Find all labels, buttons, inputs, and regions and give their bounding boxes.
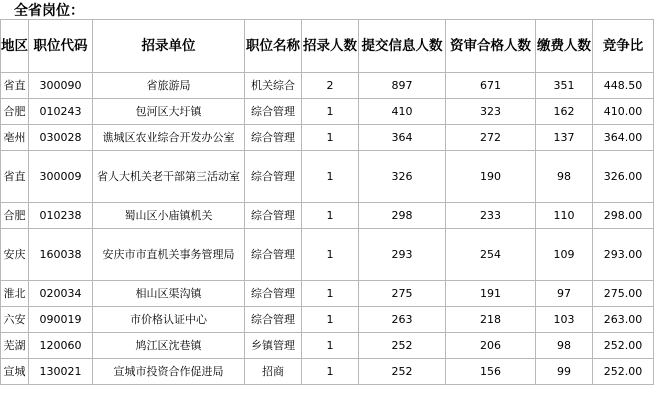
- cell-unit: 市价格认证中心: [93, 307, 245, 333]
- cell-quota: 1: [302, 359, 359, 385]
- cell-code: 130021: [29, 359, 93, 385]
- cell-unit: 安庆市市直机关事务管理局: [93, 229, 245, 281]
- cell-paid: 109: [536, 229, 593, 281]
- cell-unit: 宣城市投资合作促进局: [93, 359, 245, 385]
- cell-ratio: 252.00: [593, 359, 654, 385]
- cell-paid: 98: [536, 333, 593, 359]
- cell-ratio: 326.00: [593, 151, 654, 203]
- header-unit: 招录单位: [93, 20, 245, 73]
- header-code: 职位代码: [29, 20, 93, 73]
- cell-submitted: 326: [359, 151, 446, 203]
- cell-region: 合肥: [1, 99, 29, 125]
- cell-position: 综合管理: [245, 125, 302, 151]
- cell-qualified: 671: [446, 73, 536, 99]
- header-qualified: 资审合格人数: [446, 20, 536, 73]
- cell-code: 160038: [29, 229, 93, 281]
- header-ratio: 竞争比: [593, 20, 654, 73]
- cell-paid: 110: [536, 203, 593, 229]
- cell-unit: 省旅游局: [93, 73, 245, 99]
- cell-code: 030028: [29, 125, 93, 151]
- cell-unit: 相山区渠沟镇: [93, 281, 245, 307]
- cell-quota: 1: [302, 229, 359, 281]
- cell-submitted: 293: [359, 229, 446, 281]
- header-region: 地区: [1, 20, 29, 73]
- cell-ratio: 364.00: [593, 125, 654, 151]
- cell-paid: 162: [536, 99, 593, 125]
- cell-qualified: 191: [446, 281, 536, 307]
- cell-quota: 1: [302, 307, 359, 333]
- cell-qualified: 218: [446, 307, 536, 333]
- cell-code: 300009: [29, 151, 93, 203]
- cell-code: 020034: [29, 281, 93, 307]
- cell-quota: 1: [302, 99, 359, 125]
- cell-submitted: 252: [359, 359, 446, 385]
- cell-position: 综合管理: [245, 281, 302, 307]
- cell-submitted: 897: [359, 73, 446, 99]
- cell-quota: 1: [302, 203, 359, 229]
- cell-quota: 1: [302, 151, 359, 203]
- cell-paid: 351: [536, 73, 593, 99]
- cell-unit: 包河区大圩镇: [93, 99, 245, 125]
- cell-quota: 1: [302, 125, 359, 151]
- table-row: [1, 203, 654, 229]
- cell-ratio: 448.50: [593, 73, 654, 99]
- cell-ratio: 410.00: [593, 99, 654, 125]
- cell-region: 省直: [1, 151, 29, 203]
- cell-unit: 谯城区农业综合开发办公室: [93, 125, 245, 151]
- cell-ratio: 263.00: [593, 307, 654, 333]
- table-row: [1, 229, 654, 281]
- header-row: [1, 20, 654, 73]
- cell-qualified: 323: [446, 99, 536, 125]
- section-title: 全省岗位：: [14, 3, 84, 19]
- cell-region: 六安: [1, 307, 29, 333]
- cell-paid: 98: [536, 151, 593, 203]
- cell-position: 乡镇管理: [245, 333, 302, 359]
- cell-qualified: 233: [446, 203, 536, 229]
- cell-ratio: 252.00: [593, 333, 654, 359]
- cell-submitted: 275: [359, 281, 446, 307]
- cell-region: 宣城: [1, 359, 29, 385]
- cell-unit: 鸠江区沈巷镇: [93, 333, 245, 359]
- cell-paid: 97: [536, 281, 593, 307]
- cell-code: 120060: [29, 333, 93, 359]
- cell-submitted: 364: [359, 125, 446, 151]
- cell-code: 300090: [29, 73, 93, 99]
- cell-qualified: 206: [446, 333, 536, 359]
- cell-ratio: 275.00: [593, 281, 654, 307]
- cell-quota: 1: [302, 281, 359, 307]
- header-paid: 缴费人数: [536, 20, 593, 73]
- header-quota: 招录人数: [302, 20, 359, 73]
- cell-region: 安庆: [1, 229, 29, 281]
- cell-unit: 省人大机关老干部第三活动室: [93, 151, 245, 203]
- table-row: [1, 359, 654, 385]
- table-row: [1, 99, 654, 125]
- cell-position: 机关综合: [245, 73, 302, 99]
- cell-region: 芜湖: [1, 333, 29, 359]
- table-row: [1, 73, 654, 99]
- cell-quota: 1: [302, 333, 359, 359]
- cell-qualified: 190: [446, 151, 536, 203]
- cell-code: 010238: [29, 203, 93, 229]
- cell-qualified: 156: [446, 359, 536, 385]
- cell-paid: 137: [536, 125, 593, 151]
- cell-position: 综合管理: [245, 99, 302, 125]
- cell-qualified: 254: [446, 229, 536, 281]
- table-row: [1, 333, 654, 359]
- cell-position: 综合管理: [245, 151, 302, 203]
- cell-submitted: 252: [359, 333, 446, 359]
- positions-table: [0, 19, 654, 385]
- cell-region: 亳州: [1, 125, 29, 151]
- table-row: [1, 151, 654, 203]
- cell-position: 综合管理: [245, 229, 302, 281]
- table-row: [1, 125, 654, 151]
- cell-ratio: 293.00: [593, 229, 654, 281]
- cell-unit: 蜀山区小庙镇机关: [93, 203, 245, 229]
- cell-submitted: 263: [359, 307, 446, 333]
- cell-paid: 99: [536, 359, 593, 385]
- cell-submitted: 410: [359, 99, 446, 125]
- table-row: [1, 281, 654, 307]
- cell-qualified: 272: [446, 125, 536, 151]
- cell-region: 省直: [1, 73, 29, 99]
- cell-region: 淮北: [1, 281, 29, 307]
- cell-code: 010243: [29, 99, 93, 125]
- header-position: 职位名称: [245, 20, 302, 73]
- header-submitted: 提交信息人数: [359, 20, 446, 73]
- cell-position: 综合管理: [245, 203, 302, 229]
- cell-region: 合肥: [1, 203, 29, 229]
- cell-ratio: 298.00: [593, 203, 654, 229]
- cell-quota: 2: [302, 73, 359, 99]
- table-row: [1, 307, 654, 333]
- cell-paid: 103: [536, 307, 593, 333]
- cell-position: 招商: [245, 359, 302, 385]
- cell-submitted: 298: [359, 203, 446, 229]
- cell-code: 090019: [29, 307, 93, 333]
- cell-position: 综合管理: [245, 307, 302, 333]
